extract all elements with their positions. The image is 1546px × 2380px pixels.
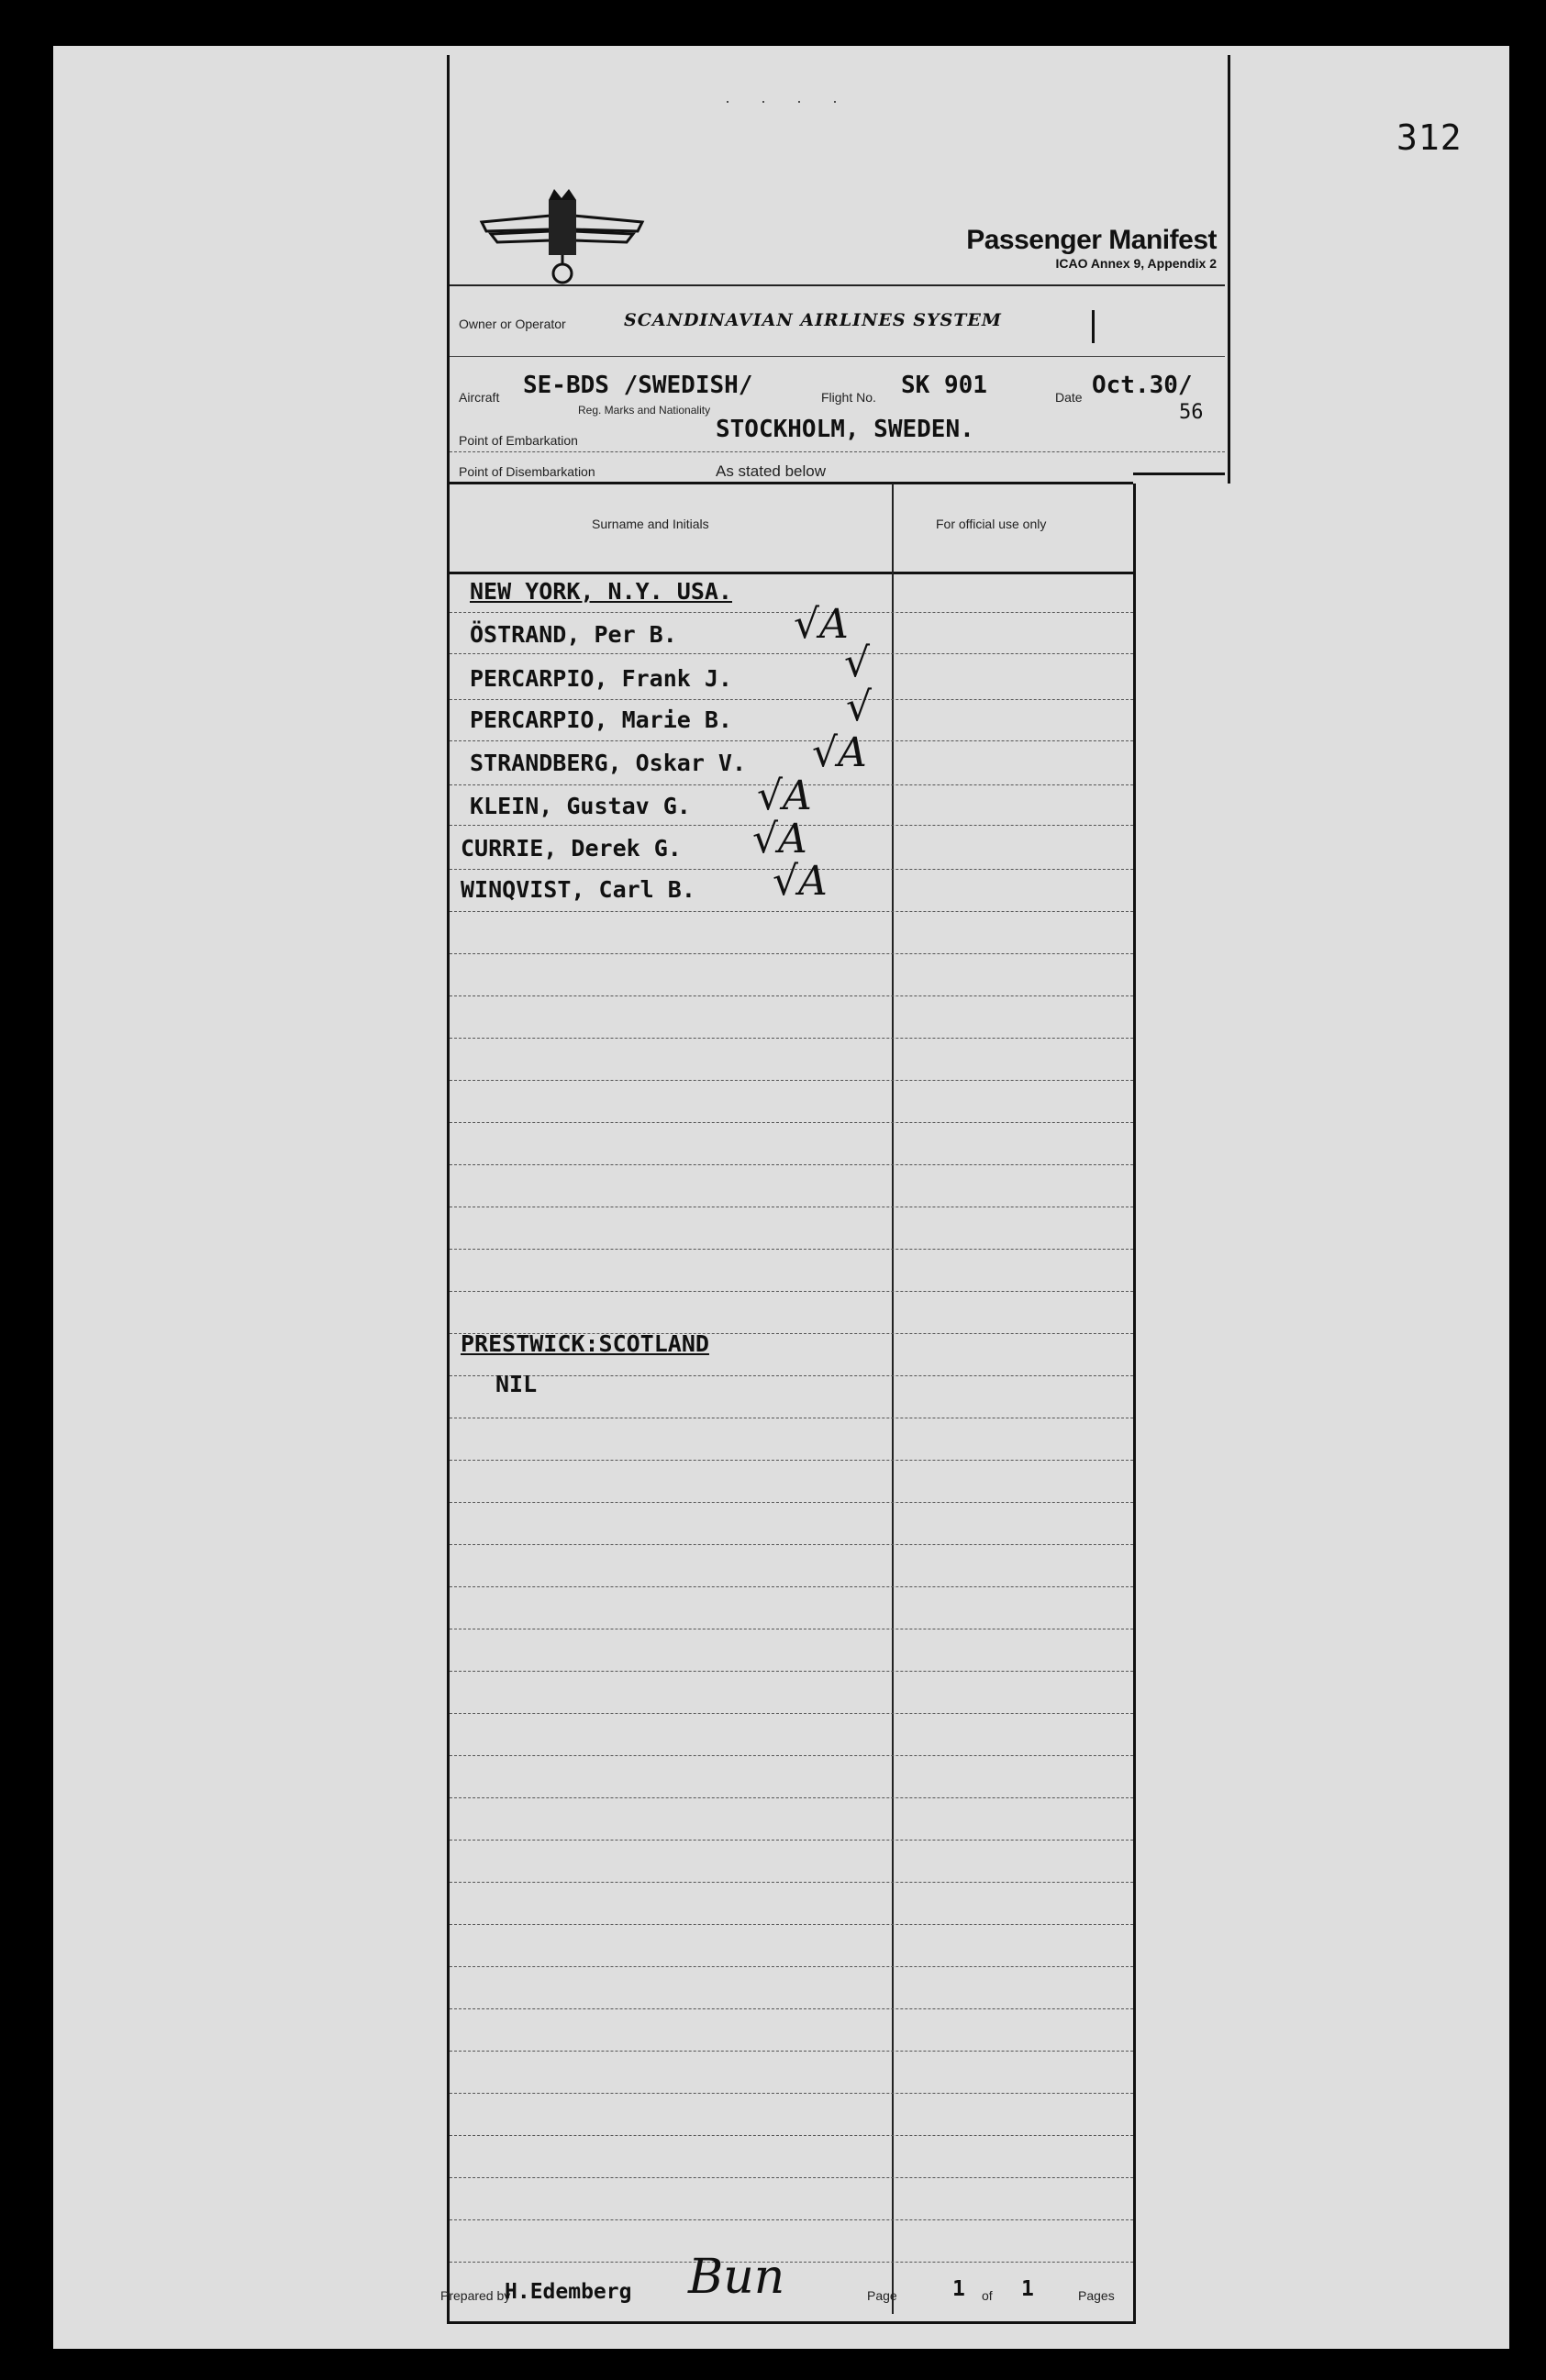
embarkation-value: STOCKHOLM, SWEDEN. [716, 416, 974, 443]
column-divider [892, 484, 894, 2314]
aircraft-label: Aircraft [459, 390, 500, 405]
table-rule [450, 2262, 1133, 2263]
table-rule [450, 653, 1133, 654]
check-mark: √A [794, 601, 849, 648]
operator-bar [1092, 310, 1095, 343]
passenger-name: CURRIE, Derek G. [461, 835, 682, 862]
table-rule [450, 1544, 1133, 1545]
passenger-name: PERCARPIO, Frank J. [470, 665, 732, 692]
manifest-header [447, 55, 1230, 484]
page-total: 1 [1021, 2277, 1034, 2301]
table-rule [450, 1586, 1133, 1587]
handwritten-signature: Bun [688, 2250, 785, 2305]
divider-line [450, 356, 1225, 357]
table-rule [450, 1460, 1133, 1461]
divider-line [450, 451, 1225, 452]
table-rule [450, 2093, 1133, 2094]
table-rule [450, 2051, 1133, 2052]
prepared-by-label: Prepared by [440, 2288, 511, 2303]
aircraft-note: Reg. Marks and Nationality [578, 404, 711, 417]
passenger-table [440, 484, 1136, 2324]
table-rule [450, 1882, 1133, 1883]
owner-value: SCANDINAVIAN AIRLINES SYSTEM [624, 310, 1002, 330]
page-current: 1 [952, 2277, 965, 2301]
check-mark: √A [757, 773, 812, 819]
table-rule [450, 740, 1133, 741]
table-rule [450, 1249, 1133, 1250]
table-rule [450, 1038, 1133, 1039]
passenger-name: ÖSTRAND, Per B. [470, 621, 677, 648]
table-rule [450, 1671, 1133, 1672]
disembarkation-label: Point of Disembarkation [459, 464, 595, 479]
table-rule [450, 2135, 1133, 2136]
aircraft-value: SE-BDS /SWEDISH/ [523, 372, 753, 399]
flight-value: SK 901 [901, 372, 987, 399]
table-rule [450, 1291, 1133, 1292]
scan-dots: · · · · [725, 92, 851, 110]
title-block [966, 225, 1217, 271]
table-rule [450, 1375, 1133, 1376]
flight-label: Flight No. [821, 390, 876, 405]
section-heading-new-york: NEW YORK, N.Y. USA. [470, 578, 732, 605]
table-rule [450, 612, 1133, 613]
date-label: Date [1055, 390, 1083, 405]
check-mark: √ [844, 639, 871, 686]
table-rule [450, 1797, 1133, 1798]
divider-line [1133, 473, 1225, 475]
owner-label: Owner or Operator [459, 317, 566, 331]
date-year: 56 [1179, 401, 1204, 424]
embarkation-label: Point of Embarkation [459, 433, 578, 448]
passenger-name: PERCARPIO, Marie B. [470, 706, 732, 733]
winged-crown-logo-icon [477, 184, 647, 289]
section-heading-prestwick: PRESTWICK:SCOTLAND [461, 1330, 709, 1357]
form-subtitle: ICAO Annex 9, Appendix 2 [1055, 256, 1217, 271]
table-rule [450, 995, 1133, 996]
table-rule [450, 911, 1133, 912]
table-header [450, 484, 1133, 574]
page-number: 312 [1396, 117, 1463, 158]
table-rule [450, 1080, 1133, 1081]
check-mark: √ [846, 684, 873, 730]
table-rule [450, 1502, 1133, 1503]
table-rule [450, 699, 1133, 700]
check-mark: √A [752, 816, 807, 862]
passenger-name: KLEIN, Gustav G. [470, 793, 691, 819]
table-rule [450, 1966, 1133, 1967]
table-rule [450, 953, 1133, 954]
table-rule [450, 1713, 1133, 1714]
table-rule [450, 2177, 1133, 2178]
official-column-header: For official use only [936, 517, 1047, 531]
page-of: of [982, 2288, 993, 2303]
table-rule [450, 1840, 1133, 1841]
section-nil: NIL [495, 1371, 538, 1397]
disembarkation-value: As stated below [716, 462, 827, 480]
prepared-by-value: H.Edemberg [505, 2280, 632, 2304]
check-mark: √A [773, 858, 828, 905]
form-title: Passenger Manifest [966, 225, 1217, 255]
date-value: Oct.30/ [1092, 372, 1193, 399]
table-rule [450, 2219, 1133, 2220]
passenger-name: WINQVIST, Carl B. [461, 876, 695, 903]
divider-line [450, 284, 1225, 286]
table-rule [450, 2008, 1133, 2009]
page-label: Page [867, 2288, 897, 2303]
names-column-header: Surname and Initials [592, 517, 709, 531]
check-mark: √A [812, 729, 867, 776]
table-rule [450, 1122, 1133, 1123]
page-suffix: Pages [1078, 2288, 1115, 2303]
passenger-name: STRANDBERG, Oskar V. [470, 750, 747, 776]
table-rule [450, 1924, 1133, 1925]
table-rule [450, 1164, 1133, 1165]
table-rule [450, 1755, 1133, 1756]
